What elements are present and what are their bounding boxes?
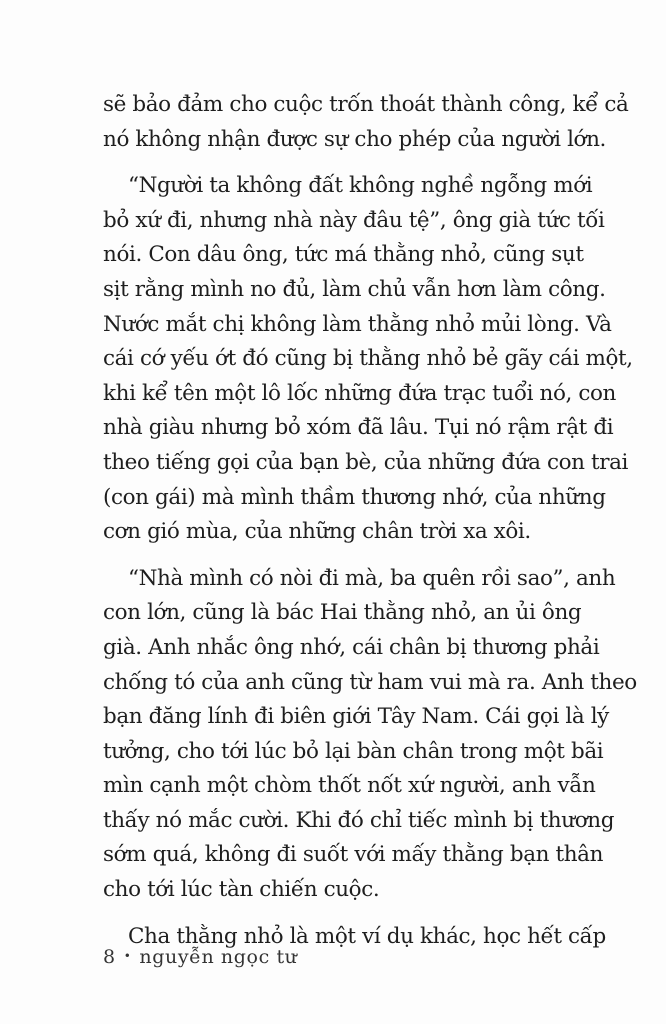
text-line: chống tó của anh cũng từ ham vui mà ra. Anh theo <box>103 669 637 695</box>
text-line: bạn đăng lính đi biên giới Tây Nam. Cái gọi là lý <box>103 704 609 730</box>
footer-separator: • <box>123 949 132 963</box>
text-line: “Người ta không đất không nghề ngỗng mới <box>128 173 593 199</box>
text-line: nhà giàu nhưng bỏ xóm đã lâu. Tụi nó rậm rật đi <box>103 415 614 441</box>
text-line: theo tiếng gọi của bạn bè, của những đứa con trai <box>103 449 629 475</box>
text-line: nói. Con dâu ông, tức má thằng nhỏ, cũng sụt <box>103 242 584 268</box>
paragraph-3 <box>103 562 637 908</box>
author-name: nguyễn ngọc tư <box>139 946 298 968</box>
text-line: “Nhà mình có nòi đi mà, ba quên rồi sao”, anh <box>128 565 616 591</box>
text-line: tưởng, cho tới lúc bỏ lại bàn chân trong một bãi <box>103 738 604 764</box>
body-text <box>103 88 637 954</box>
text-line: mìn cạnh một chòm thốt nốt xứ người, anh vẫn <box>103 773 596 799</box>
page-footer <box>103 946 298 968</box>
page-number: 8 <box>103 946 116 968</box>
paragraph-2 <box>103 169 633 550</box>
paragraph-1 <box>103 88 629 157</box>
text-line: sớm quá, không đi suốt với mấy thằng bạn thân <box>103 842 604 868</box>
text-line: già. Anh nhắc ông nhớ, cái chân bị thương phải <box>103 634 600 660</box>
text-line: Nước mắt chị không làm thằng nhỏ mủi lòng. Và <box>103 311 612 337</box>
text-line: cái cớ yếu ớt đó cũng bị thằng nhỏ bẻ gãy cái một, <box>103 346 633 372</box>
text-line: Cha thằng nhỏ là một ví dụ khác, học hết cấp <box>128 923 606 949</box>
text-line: sẽ bảo đảm cho cuộc trốn thoát thành công, kể cả <box>103 92 629 117</box>
text-line: con lớn, cũng là bác Hai thằng nhỏ, an ủi ông <box>103 600 582 626</box>
text-line: (con gái) mà mình thầm thương nhớ, của những <box>103 484 606 510</box>
text-line: thấy nó mắc cười. Khi đó chỉ tiếc mình bị thương <box>103 807 615 833</box>
text-line: khi kể tên một lô lốc những đứa trạc tuổi nó, con <box>103 380 616 406</box>
text-line: cho tới lúc tàn chiến cuộc. <box>103 877 380 903</box>
text-line: sịt rằng mình no đủ, làm chủ vẫn hơn làm công. <box>103 276 606 302</box>
text-line: cơn gió mùa, của những chân trời xa xôi. <box>103 519 531 545</box>
text-line: bỏ xứ đi, nhưng nhà này đâu tệ”, ông già tức tối <box>103 207 605 233</box>
text-line: nó không nhận được sự cho phép của người lớn. <box>103 126 606 152</box>
